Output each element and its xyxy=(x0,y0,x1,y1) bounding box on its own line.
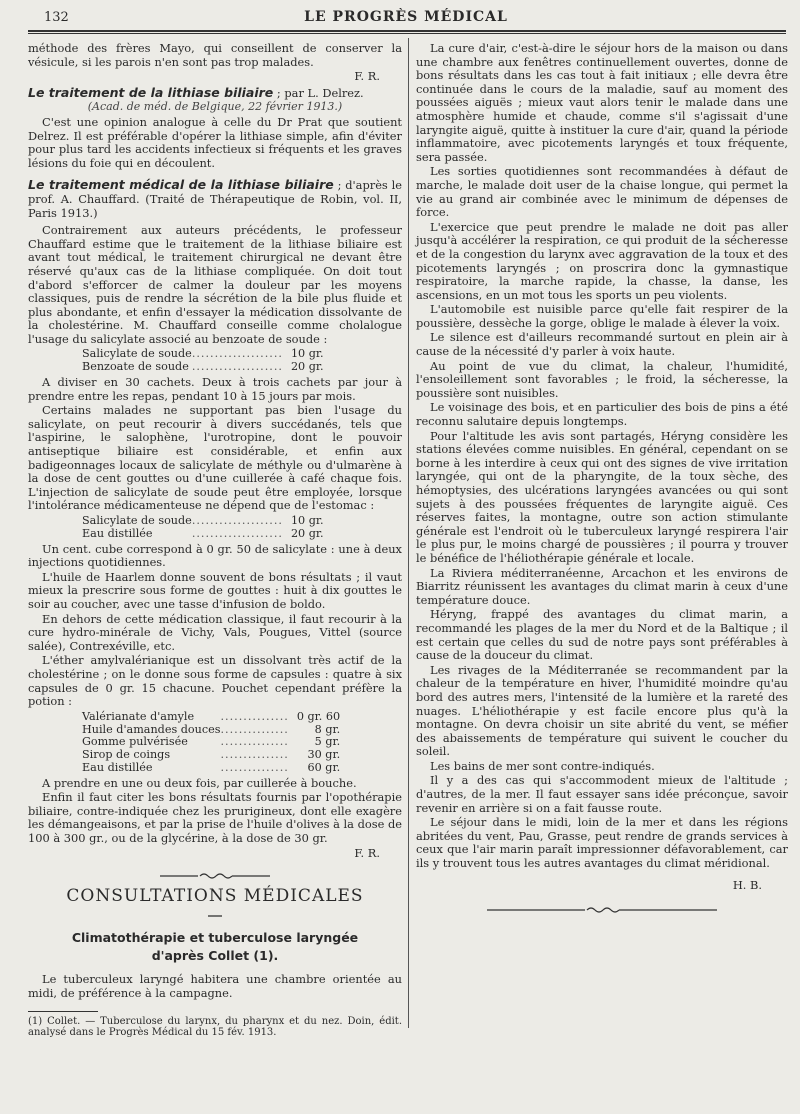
paragraph: La Riviera méditerranéenne, Arcachon et les environs de Biarritz réunissent les avantages du climat marin à ceux d'une température douce. xyxy=(416,565,788,607)
paragraph: Les rivages de la Méditerranée se recommandent par la chaleur de la température en hiver, l'humidité moindre qu'au bord des autres mers, l'intensité de la lumière et la rareté des nuages. L'héliothérapie y est facile encore plus qu'à la montagne. On devra choisir un site abrité du vent, se méfier des abaissements de température qui suivent le coucher du soleil. xyxy=(416,662,788,759)
subtitle-line: d'après Collet (1). xyxy=(151,948,279,964)
section-title: CONSULTATIONS MÉDICALES xyxy=(66,886,364,907)
paragraph: A diviser en 30 cachets. Deux à trois cachets par jour à prendre entre les repas, pendant 10 à 15 jours par mois. xyxy=(28,375,402,403)
recipe-qty: 20 gr. xyxy=(290,526,324,540)
recipe-qty: 30 gr. xyxy=(307,748,341,762)
recipe-dots: ............... xyxy=(220,709,289,723)
paragraph: Contrairement aux auteurs précédents, le professeur Chauffard estime que le traitement de la lithiase biliaire est avant tout médical, le traitement chirurgical ne devant être réservé qu'aux cas de la lithiase compliquée. On doit tout d'abord s'efforcer de calmer la douleur par les moyens classiques, puis de rendre la sécrétion de la bile plus fluide et plus abondante, et enfin d'essayer la médication dissolvante de la cholestérine. M. Chauffard conseille comme cholalogue l'usage du salicylate associé au benzoate de soude : xyxy=(28,223,402,346)
recipe-qty: 10 gr. xyxy=(290,347,324,361)
paragraph: Le tuberculeux laryngé habitera une chambre orientée au midi, de préférence à la campagne. xyxy=(28,972,402,1001)
paragraph: Le silence est d'ailleurs recommandé surtout en plein air à cause de la nécessité d'y parler à voix haute. xyxy=(416,330,788,359)
recipe-qty: 5 gr. xyxy=(314,735,341,749)
paragraph: Enfin il faut citer les bons résultats fournis par l'opothérapie biliaire, contre-indiquée chez les prurigineux, dont elle exagère les démangeaisons, et par la prise de l'huile d'olives à la dose de 100 à 300 gr., ou de la glycérine, à la dose de 30 gr. xyxy=(28,790,402,846)
paragraph: Héryng, frappé des avantages du climat marin, a recommandé les plages de la mer du Nord et de la Baltique ; il est certain que celles du sud de notre pays sont préférables à cause de la douceur du climat. xyxy=(416,607,788,663)
recipe-table xyxy=(82,515,324,541)
paragraph: La cure d'air, c'est-à-dire le séjour hors de la maison ou dans une chambre aux fenêtres continuellement ouvertes, donne de bons résultats dans les cas tout à fait initiaux ; elle devra être continuée dans le cours de la maladie, sauf au moment des poussées aiguës ; mieux vaut alors tenir le malade dans une atmosphère humide et chaude, comme s'il s'agissait d'une laryngite aiguë, quitte à instituer la cure d'air, quand la période inflammatoire, avec picotements laryngés et toux fréquente, sera passée. xyxy=(416,41,788,164)
recipe-dots: ............... xyxy=(220,722,289,736)
subtitle-line: Climatothérapie et tuberculose laryngée xyxy=(71,930,359,946)
page-number: 132 xyxy=(44,10,69,25)
recipe-row xyxy=(82,361,324,374)
footnote-rule xyxy=(28,1011,98,1012)
paragraph: C'est une opinion analogue à celle du Dr Prat que soutient Delrez. Il est préférable d'opérer la lithiase simple, afin d'éviter pour plus tard les accidents infectieux si fréquents et les graves lésions du foie qui en découlent. xyxy=(28,114,402,170)
recipe-row xyxy=(82,762,340,775)
paragraph: L'éther amylvalérianique est un dissolvant très actif de la cholestérine ; on le donne sous forme de capsules : quatre à six capsules de 0 gr. 15 chacune. Pouchet cependant préfère la potion : xyxy=(28,653,402,709)
paragraph: Un cent. cube correspond à 0 gr. 50 de salicylate : une à deux injections quotidiennes. xyxy=(28,541,402,570)
recipe-dots: .................... xyxy=(191,360,283,374)
ornament-rule xyxy=(160,872,270,880)
column-divider xyxy=(408,38,409,1028)
article-lithiase-delrez xyxy=(28,86,402,114)
footnote: (1) Collet. — Tuberculose du larynx, du pharynx et du nez. Doin, édit. analysé dans le Progrès Médical du 15 fév. 1913. xyxy=(28,1015,402,1039)
recipe-table xyxy=(82,348,324,374)
recipe-row xyxy=(82,711,340,724)
running-title: LE PROGRÈS MÉDICAL xyxy=(304,9,508,25)
article-title: Le traitement médical de la lithiase biliaire xyxy=(28,177,334,193)
intro-signature: F. R. xyxy=(354,69,380,84)
recipe-item: Salicylate de soude xyxy=(82,514,192,527)
paragraph: L'automobile est nuisible parce qu'elle fait respirer de la poussière, dessèche la gorge, oblige le malade à élever la voix. xyxy=(416,302,788,330)
recipe-row xyxy=(82,749,340,762)
recipe-item: Salicylate de soude xyxy=(82,347,192,361)
paragraph: Pour l'altitude les avis sont partagés, Héryng considère les stations élevées comme nuisibles. En général, cependant on se borne à les interdire à ceux qui ont des signes de vive irritation laryngée, qui ont de la pharyngite, de la toux sèche, des hémoptysies, des ulcérations laryngées avancées ou qui sont sujets à des poussées fréquentes de laryngite aiguë. Ces réserves faites, la montagne, outre son action stimulante générale est l'endroit où le tuberculeux laryngé respirera l'air le plus pur, le moins chargé de poussières ; il pourra y trouver le bénéfice de l'héliothérapie générale et locale. xyxy=(416,428,788,565)
recipe-item: Huile d'amandes douces xyxy=(82,722,221,736)
right-column xyxy=(416,42,788,924)
recipe-item: Sirop de coings xyxy=(82,748,171,762)
paragraph: Il y a des cas qui s'accommodent mieux de l'altitude ; d'autres, de la mer. Il faut essayer sans idée préconçue, savoir revenir en arrière si on a fait fausse route. xyxy=(416,773,788,815)
recipe-dots: ............... xyxy=(220,735,289,749)
recipe-item: Eau distillée xyxy=(82,526,153,540)
paragraph: Le séjour dans le midi, loin de la mer et dans les régions abritées du vent, Pau, Grasse, peut rendre de grands services à ceux que l'air marin paraît impressionner défavorablement, car ils y trouvent tous les autres avantages du climat méridional. xyxy=(416,815,788,871)
recipe-qty: 8 gr. xyxy=(314,722,341,736)
dash-rule xyxy=(208,914,222,918)
article-citation: (Acad. de méd. de Belgique, 22 février 1913.) xyxy=(87,100,343,114)
right-paragraphs xyxy=(416,42,788,871)
article-signature: H. B. xyxy=(732,877,762,892)
recipe-qty: 20 gr. xyxy=(290,360,324,374)
paragraph: A prendre en une ou deux fois, par cuillerée à bouche. xyxy=(42,775,357,790)
paragraph: Les bains de mer sont contre-indiqués. xyxy=(430,758,655,773)
header-rule xyxy=(28,30,786,34)
page-header xyxy=(30,6,782,32)
recipe-table xyxy=(82,711,340,775)
recipe-item: Valérianate d'amyle xyxy=(82,709,195,723)
recipe-qty: 0 gr. 60 xyxy=(296,709,341,723)
recipe-item: Gomme pulvérisée xyxy=(82,735,188,749)
paragraph: En dehors de cette médication classique, il faut recourir à la cure hydro-minérale de Vichy, Vals, Pougues, Vittel (source salée), Contrexéville, etc. xyxy=(28,611,402,653)
article-signature: F. R. xyxy=(354,845,380,860)
recipe-row xyxy=(82,528,324,541)
article-lithiase-chauffard xyxy=(28,178,402,220)
section-ornament xyxy=(28,872,402,880)
recipe-dots: ............... xyxy=(220,748,289,762)
recipe-item: Eau distillée xyxy=(82,760,153,774)
left-column xyxy=(28,42,402,1040)
section-dash xyxy=(28,908,402,922)
recipe-row xyxy=(82,515,324,528)
article-reference: ; par L. Delrez. xyxy=(276,85,364,100)
section-subtitle xyxy=(28,929,402,965)
article-title: Le traitement de la lithiase biliaire xyxy=(28,84,274,100)
recipe-qty: 60 gr. xyxy=(307,760,341,774)
paragraph: Les sorties quotidiennes sont recommandées à défaut de marche, le malade doit user de la chaise longue, qui permet la vie au grand air combinée avec le minimum de dépenses de force. xyxy=(416,164,788,220)
recipe-dots: .................... xyxy=(191,526,283,540)
paragraph: L'huile de Haarlem donne souvent de bons résultats ; il vaut mieux la prescrire sous forme de gouttes : huit à dix gouttes le soir au coucher, avec une tasse d'infusion de boldo. xyxy=(28,569,402,611)
intro-paragraph: méthode des frères Mayo, qui conseillent de conserver la vésicule, si les parois n'en sont pas trop malades. xyxy=(28,41,402,69)
recipe-qty: 10 gr. xyxy=(290,514,324,527)
recipe-dots: .................... xyxy=(191,347,283,361)
recipe-item: Benzoate de soude xyxy=(82,360,189,374)
ornament-rule xyxy=(487,906,717,914)
paragraph: Au point de vue du climat, la chaleur, l'humidité, l'ensoleillement sont favorables ; le froid, la sécheresse, la poussière sont nuisibles. xyxy=(416,358,788,400)
paragraph: L'exercice que peut prendre le malade ne doit pas aller jusqu'à accélérer la respiration, ce qui produit de la sécheresse et de la congestion du larynx avec aggravation de la toux et des picotements laryngés ; on proscrira donc la gymnastique respiratoire, la marche rapide, la chasse, la danse, les ascensions, en un mot tous les sports un peu violents. xyxy=(416,219,788,302)
recipe-dots: ............... xyxy=(220,760,289,774)
paragraph: Le voisinage des bois, et en particulier des bois de pins a été reconnu salutaire depuis longtemps. xyxy=(416,400,788,429)
article-reference: ; d'après le prof. A. Chauffard. (Traité de Thérapeutique de Robin, vol. II, Paris 1913.) xyxy=(28,178,402,220)
recipe-dots: .................... xyxy=(191,514,283,527)
end-ornament xyxy=(416,906,788,914)
paragraph: Certains malades ne supportant pas bien l'usage du salicylate, on peut recourir à divers succédanés, tels que l'aspirine, le salophène, l'urotropine, dont le pouvoir antiseptique biliaire est considérable, et enfin aux badigeonnages locaux de salicylate de méthyle ou d'ulmarène à la dose de cent gouttes ou d'une cuillerée à café chaque fois. L'injection de salicylate de soude peut être employée, lorsque l'intolérance médicamenteuse ne dépend que de l'estomac : xyxy=(28,403,402,513)
